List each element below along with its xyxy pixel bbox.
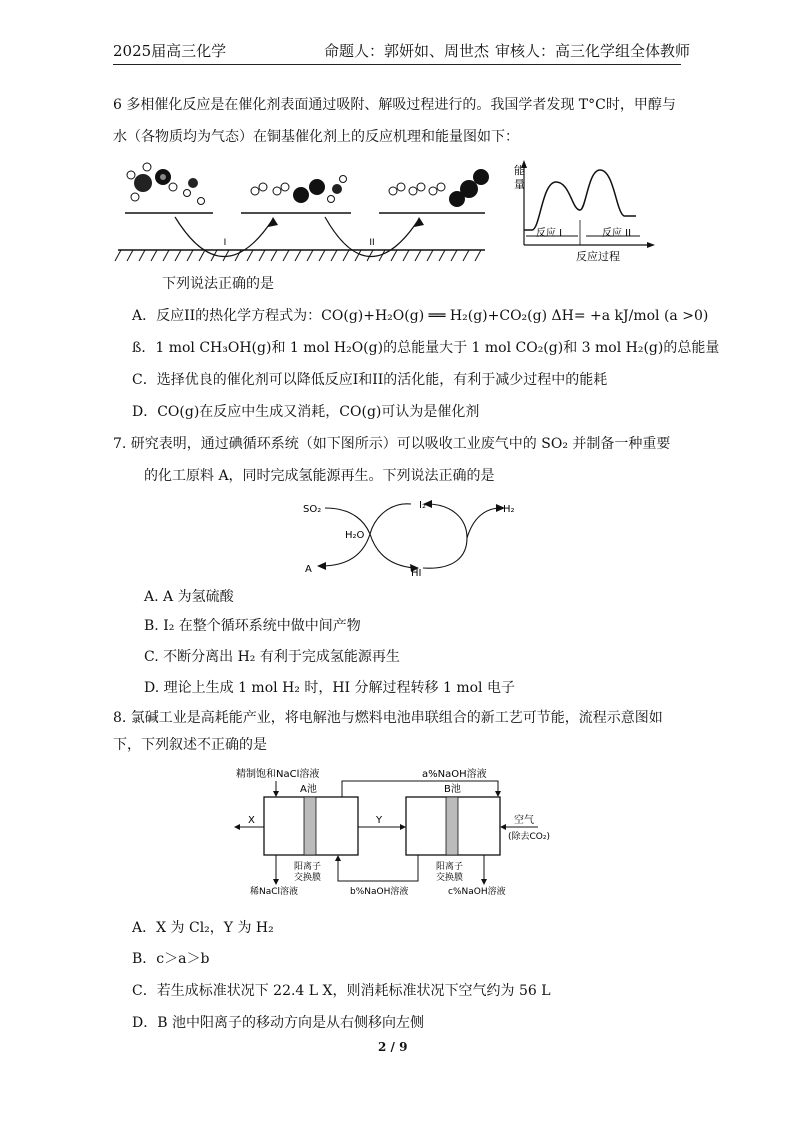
q6-mechanism-diagram — [113, 155, 493, 270]
air-note-label: (除去CO₂) — [508, 832, 550, 842]
step1-label: I — [223, 238, 227, 248]
q6-option-d: D．CO(g)在反应中生成又消耗，CO(g)可认为是催化剂 — [132, 404, 480, 420]
q6-option-a: A．反应II的热化学方程式为：CO(g)+H₂O(g) ══ H₂(g)+CO₂(g) ΔH= +a kJ/mol (a >0) — [132, 308, 709, 324]
q6-energy-diagram — [506, 160, 656, 265]
q7-option-b: B. I₂ 在整个循环系统中做中间产物 — [144, 618, 361, 634]
naoh-b-label: b%NaOH溶液 — [350, 887, 409, 897]
energy-xlabel: 反应过程 — [576, 250, 620, 263]
membrane-a-label-2: 交换膜 — [294, 873, 322, 883]
label-i2: I₂ — [419, 500, 426, 511]
label-h2o: H₂O — [345, 530, 365, 541]
q8-stem-line1: 8. 氯碱工业是高耗能产业，将电解池与燃料电池串联组合的新工艺可节能，流程示意图如 — [113, 710, 663, 726]
reaction2-label: 反应 II — [602, 228, 632, 239]
pool-a-label: A池 — [300, 784, 317, 795]
co2-molecule-icon — [449, 169, 489, 207]
air-label: 空气 — [514, 815, 534, 826]
hydrogen-molecule-icon — [251, 183, 289, 195]
membrane-a-label-1: 阳离子 — [294, 862, 322, 872]
q8-electrolysis-fuel-cell-diagram — [228, 765, 568, 900]
pool-b-label: B池 — [444, 784, 461, 795]
feed-label: 精制饱和NaCl溶液 — [236, 769, 320, 780]
energy-axis-label-2: 量 — [514, 178, 525, 191]
step2-label: II — [369, 238, 375, 248]
header-left: 2025届高三化学 — [113, 42, 227, 60]
q7-option-a: A. A 为氢硫酸 — [144, 589, 234, 605]
q8-option-b: B．c＞a＞b — [132, 951, 210, 967]
water-molecule-icon — [328, 176, 347, 203]
label-h2: H₂ — [503, 504, 515, 515]
q7-stem-line1: 7. 研究表明，通过碘循环系统（如下图所示）可以吸收工业废气中的 SO₂ 并制备一种重要 — [113, 436, 671, 452]
x-label: X — [248, 815, 255, 826]
label-so2: SO₂ — [303, 504, 322, 515]
naoh-c-label: c%NaOH溶液 — [448, 887, 506, 897]
membrane-b-label-1: 阳离子 — [436, 862, 464, 872]
hydrogen-molecule-icon — [389, 183, 445, 195]
methanol-molecule-icon — [127, 163, 177, 201]
naoh-a-label: a%NaOH溶液 — [422, 769, 487, 780]
q8-stem-line2: 下，下列叙述不正确的是 — [113, 737, 267, 753]
q8-option-a: A．X 为 Cl₂，Y 为 H₂ — [132, 920, 274, 936]
q6-stem-line1: 6 多相催化反应是在催化剂表面通过吸附、解吸过程进行的。我国学者发现 T°C时，甲醇与 — [113, 97, 676, 113]
label-hi: HI — [411, 568, 422, 579]
q8-option-d: D．B 池中阳离子的移动方向是从右侧移向左侧 — [132, 1015, 424, 1031]
co-molecule-icon — [293, 179, 325, 203]
q7-option-d: D. 理论上生成 1 mol H₂ 时，HI 分解过程转移 1 mol 电子 — [144, 680, 515, 696]
y-label: Y — [376, 815, 383, 826]
page-number: 2 / 9 — [378, 1040, 408, 1054]
q6-prompt: 下列说法正确的是 — [162, 276, 274, 292]
q7-option-c: C. 不断分离出 H₂ 有利于完成氢能源再生 — [144, 649, 400, 665]
header-rule — [113, 64, 681, 65]
header-right: 审核人：高三化学组全体教师 — [495, 42, 691, 60]
q6-stem-line2: 水（各物质均为气态）在铜基催化剂上的反应机理和能量图如下： — [113, 129, 519, 145]
water-molecule-icon — [184, 178, 205, 205]
q6-option-c: C．选择优良的催化剂可以降低反应I和II的活化能，有利于减少过程中的能耗 — [132, 372, 608, 388]
header-middle: 命题人：郭妍如、周世杰 — [324, 42, 490, 60]
cation-membrane-a — [304, 797, 316, 855]
q7-stem-line2: 的化工原料 A，同时完成氢能源再生。下列说法正确的是 — [144, 468, 495, 484]
cation-membrane-b — [446, 797, 458, 855]
dilute-nacl-label: 稀NaCl溶液 — [250, 887, 299, 897]
energy-axis-label-1: 能 — [514, 164, 525, 177]
membrane-b-label-2: 交换膜 — [436, 873, 464, 883]
label-a: A — [305, 564, 312, 575]
q6-option-b: ß．1 mol CH₃OH(g)和 1 mol H₂O(g)的总能量大于 1 mol CO₂(g)和 3 mol H₂(g)的总能量 — [132, 340, 720, 356]
q7-iodine-cycle-diagram — [295, 492, 525, 580]
q8-option-c: C．若生成标准状况下 22.4 L X，则消耗标准状况下空气约为 56 L — [132, 983, 551, 999]
reaction1-label: 反应 I — [536, 228, 563, 239]
